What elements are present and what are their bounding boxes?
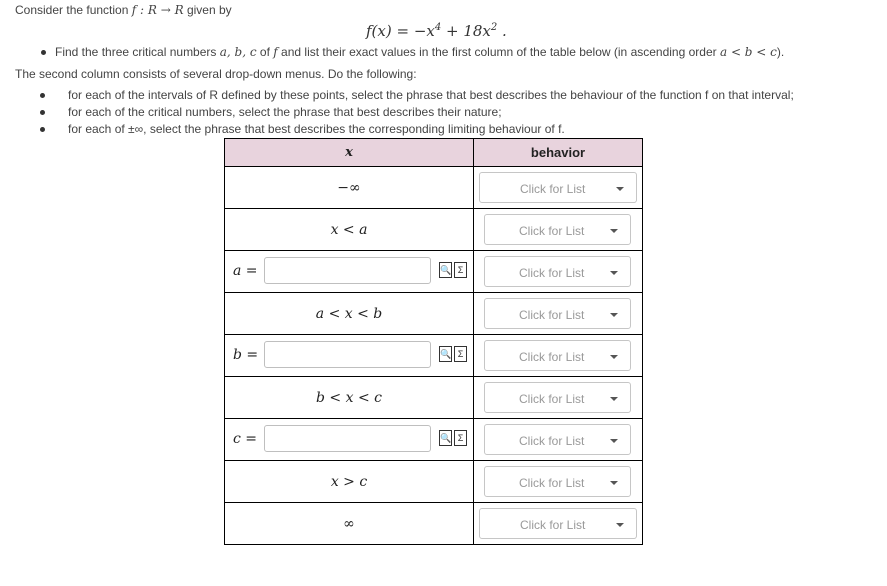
chevron-down-icon [610,439,618,443]
table-row [225,335,643,377]
sigma-icon[interactable]: Σ [454,430,467,446]
bullet-dot [40,110,45,115]
preview-icon[interactable]: 🔍 [439,346,452,362]
task-text: of [256,45,274,59]
table-row [225,209,643,251]
intro-prefix: Consider the function [15,3,132,17]
header-x: x [225,139,474,167]
function-formula [366,22,507,40]
dropdown-label: Click for List [519,392,585,406]
table-row [225,503,643,545]
formula-mid: + 18x [441,22,491,40]
table-row [225,461,643,503]
dropdown-label: Click for List [519,266,585,280]
b-input[interactable] [264,341,431,368]
instruction-limits: for each of ±∞, select the phrase that best describes the corresponding limiting behaviour of f. [68,122,565,136]
chevron-down-icon [616,523,624,527]
dropdown-label: Click for List [519,224,585,238]
row-label-x-gt-c: x > c [225,461,474,503]
chevron-down-icon [610,271,618,275]
behavior-cell [474,461,643,503]
behavior-dropdown-c[interactable] [484,424,631,455]
label-b: b = [233,347,259,363]
intro-suffix: given by [183,3,232,17]
label-c: c = [233,431,258,447]
chevron-down-icon [610,481,618,485]
dropdown-label: Click for List [519,434,585,448]
dropdown-label: Click for List [520,182,586,196]
second-column-text: The second column consists of several drop-down menus. Do the following: [15,67,417,81]
behavior-dropdown-x-lt-a[interactable] [484,214,631,245]
row-label-x-lt-a: x < a [225,209,474,251]
formula-end: . [497,22,507,40]
critical-cell-c [225,419,474,461]
behavior-dropdown-a-lt-x-lt-b[interactable] [484,298,631,329]
task-vars: a, b, c [219,45,257,59]
chevron-down-icon [610,355,618,359]
task-order: a < b < c [719,45,777,59]
row-label-a-lt-x-lt-b: a < x < b [225,293,474,335]
table-row [225,293,643,335]
behavior-cell [474,167,643,209]
formula-exp1: 4 [434,22,442,33]
chevron-down-icon [610,313,618,317]
answer-table [224,138,643,545]
formula-lhs: f(x) = −x [366,22,435,40]
behavior-cell [474,503,643,545]
behavior-cell [474,251,643,293]
instruction-critical: for each of the critical numbers, select the phrase that best describes their nature; [68,105,502,119]
dropdown-label: Click for List [519,350,585,364]
behavior-cell [474,419,643,461]
behavior-dropdown-b[interactable] [484,340,631,371]
row-label-pos-infinity: ∞ [225,503,474,545]
task-f: f [273,45,278,59]
behavior-dropdown-pos-infinity[interactable] [479,508,637,539]
behavior-dropdown-b-lt-x-lt-c[interactable] [484,382,631,413]
header-behavior: behavior [474,139,643,167]
behavior-cell [474,293,643,335]
critical-cell-a [225,251,474,293]
table-row [225,251,643,293]
table-row [225,419,643,461]
behavior-dropdown-x-gt-c[interactable] [484,466,631,497]
bullet-dot [41,50,46,55]
task-text: Find the three critical numbers [55,45,220,59]
table-header-row [225,139,643,167]
task-text: ). [776,45,785,59]
c-input[interactable] [264,425,431,452]
behavior-cell [474,335,643,377]
table-row [225,167,643,209]
chevron-down-icon [610,229,618,233]
dropdown-label: Click for List [519,308,585,322]
behavior-cell [474,209,643,251]
behavior-dropdown-a[interactable] [484,256,631,287]
preview-icon[interactable]: 🔍 [439,430,452,446]
intro-text [15,3,232,17]
dropdown-label: Click for List [519,476,585,490]
behavior-dropdown-neg-infinity[interactable] [479,172,637,203]
sigma-icon[interactable]: Σ [454,262,467,278]
table-row [225,377,643,419]
task-bullet [55,45,784,59]
behavior-cell [474,377,643,419]
function-signature: f : R → R [131,3,184,17]
row-label-b-lt-x-lt-c: b < x < c [225,377,474,419]
bullet-dot [40,93,45,98]
critical-cell-b [225,335,474,377]
chevron-down-icon [610,397,618,401]
preview-icon[interactable]: 🔍 [439,262,452,278]
formula-exp2: 2 [490,22,498,33]
row-label-neg-infinity: −∞ [225,167,474,209]
instruction-intervals: for each of the intervals of R defined by these points, select the phrase that best describes the behaviour of the function f on that interval; [68,88,794,102]
a-input[interactable] [264,257,431,284]
bullet-dot [40,127,45,132]
label-a: a = [233,263,258,279]
dropdown-label: Click for List [520,518,586,532]
task-text: and list their exact values in the first column of the table below (in ascending order [277,45,720,59]
sigma-icon[interactable]: Σ [454,346,467,362]
chevron-down-icon [616,187,624,191]
